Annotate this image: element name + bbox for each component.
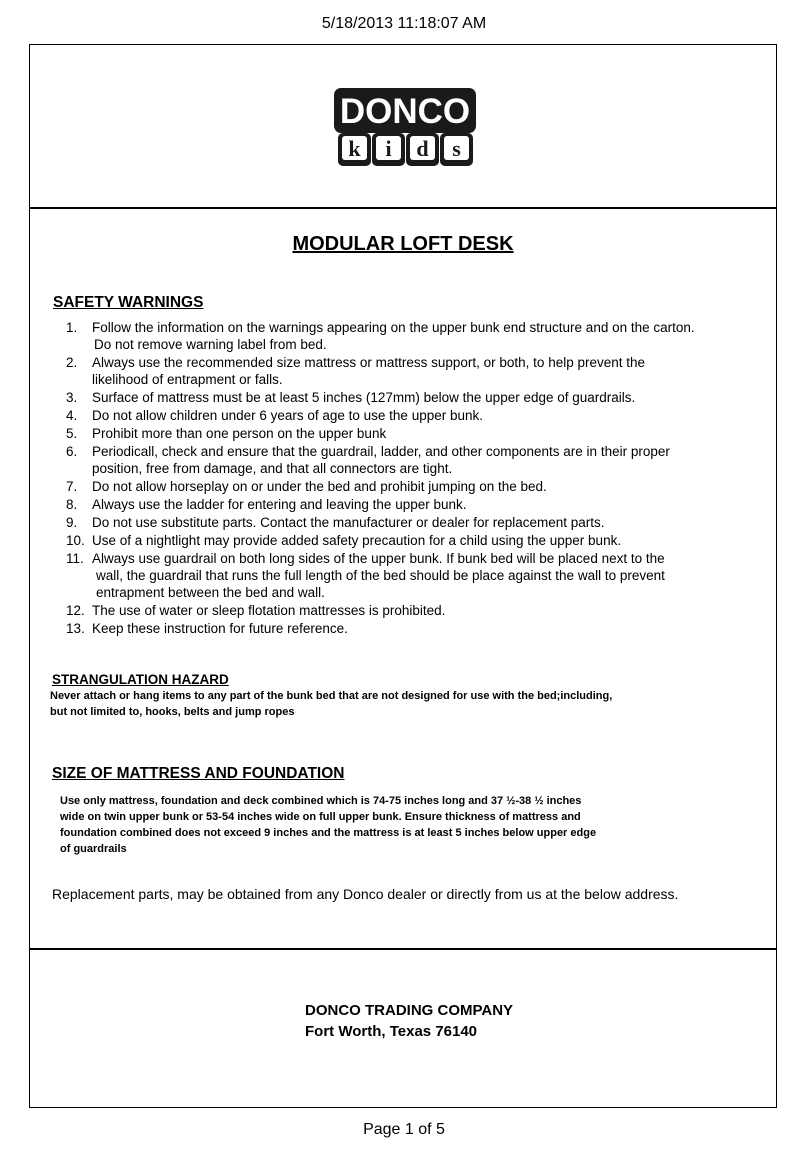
safety-warning-line: Prohibit more than one person on the upper bunk	[92, 426, 387, 441]
document-title-text: MODULAR LOFT DESK	[292, 233, 514, 255]
document-frame	[29, 44, 777, 1108]
strangulation-line: but not limited to, hooks, belts and jump ropes	[50, 706, 295, 718]
mattress-line: wide on twin upper bunk or 53-54 inches wide on full upper bunk. Ensure thickness of mattress and	[60, 811, 581, 823]
safety-warning-number: 10.	[66, 533, 85, 548]
safety-warning-number: 13.	[66, 621, 85, 636]
safety-warnings-list	[60, 319, 750, 637]
logo-kids-blocks	[338, 133, 473, 166]
svg-text:s: s	[452, 136, 461, 161]
safety-warning-line: Do not allow children under 6 years of age to use the upper bunk.	[92, 408, 483, 423]
safety-warning-line: Surface of mattress must be at least 5 inches (127mm) below the upper edge of guardrails.	[92, 390, 636, 405]
safety-warning-item	[60, 532, 750, 549]
safety-warning-line: Always use the recommended size mattress or mattress support, or both, to help prevent the	[92, 355, 646, 370]
safety-warning-item	[60, 514, 750, 531]
safety-warning-number: 8.	[66, 497, 78, 512]
safety-warning-line: Periodicall, check and ensure that the guardrail, ladder, and other components are in their proper	[92, 444, 670, 459]
safety-warning-number: 7.	[66, 479, 78, 494]
company-address: Fort Worth, Texas 76140	[305, 1023, 478, 1040]
safety-warning-number: 12.	[66, 603, 85, 618]
strangulation-line: Never attach or hang items to any part of the bunk bed that are not designed for use with the bed;including,	[50, 690, 613, 702]
logo-brand-text: DONCO	[339, 92, 471, 131]
company-address-block	[305, 1000, 513, 1042]
safety-warning-line: Do not use substitute parts. Contact the manufacturer or dealer for replacement parts.	[92, 515, 605, 530]
safety-warning-number: 6.	[66, 444, 78, 459]
safety-warning-item	[60, 478, 750, 495]
safety-warning-number: 1.	[66, 320, 78, 335]
safety-warning-line: The use of water or sleep flotation mattresses is prohibited.	[92, 603, 446, 618]
safety-warning-line: likelihood of entrapment or falls.	[92, 372, 283, 387]
safety-warning-item	[60, 443, 750, 477]
print-timestamp: 5/18/2013 11:18:07 AM	[321, 15, 487, 32]
donco-kids-logo	[330, 85, 480, 175]
safety-warning-number: 4.	[66, 408, 78, 423]
page-number: Page 1 of 5	[363, 1121, 445, 1138]
company-name: DONCO TRADING COMPANY	[305, 1002, 514, 1019]
safety-warning-line: Keep these instruction for future reference.	[92, 621, 348, 636]
safety-warning-number: 5.	[66, 426, 78, 441]
mattress-line: of guardrails	[60, 843, 127, 855]
mattress-line: Use only mattress, foundation and deck combined which is 74-75 inches long and 37 ½-38 ½ inches	[60, 795, 582, 807]
footer-divider	[30, 948, 776, 950]
safety-warning-item	[60, 354, 750, 388]
safety-warning-line: Do not remove warning label from bed.	[94, 337, 327, 352]
safety-warning-number: 3.	[66, 390, 78, 405]
safety-warning-item	[60, 407, 750, 424]
safety-warning-line: Do not allow horseplay on or under the bed and prohibit jumping on the bed.	[92, 479, 547, 494]
safety-warning-line: Always use the ladder for entering and leaving the upper bunk.	[92, 497, 467, 512]
safety-warning-line: Always use guardrail on both long sides of the upper bunk. If bunk bed will be placed next to the	[92, 551, 665, 566]
strangulation-heading: STRANGULATION HAZARD	[52, 672, 229, 687]
safety-warning-item	[60, 602, 750, 619]
safety-warning-item	[60, 496, 750, 513]
mattress-line: foundation combined does not exceed 9 inches and the mattress is at least 5 inches below upper edge	[60, 827, 597, 839]
safety-warning-item	[60, 620, 750, 637]
svg-text:i: i	[385, 136, 392, 161]
safety-warning-number: 2.	[66, 355, 78, 370]
safety-warning-line: Use of a nightlight may provide added safety precaution for a child using the upper bunk.	[92, 533, 622, 548]
mattress-text	[60, 793, 596, 857]
mattress-heading: SIZE OF MATTRESS AND FOUNDATION	[52, 765, 345, 782]
safety-warning-line: entrapment between the bed and wall.	[96, 585, 325, 600]
strangulation-text	[50, 688, 612, 720]
safety-warning-item	[60, 319, 750, 353]
safety-warnings-heading: SAFETY WARNINGS	[53, 294, 204, 311]
safety-warning-line: position, free from damage, and that all connectors are tight.	[92, 461, 453, 476]
safety-warning-item	[60, 389, 750, 406]
safety-warning-line: wall, the guardrail that runs the full length of the bed should be place against the wall to prevent	[96, 568, 665, 583]
safety-warning-number: 11.	[66, 551, 84, 566]
header-divider	[30, 207, 776, 209]
safety-warning-item	[60, 425, 750, 442]
safety-warning-number: 9.	[66, 515, 78, 530]
safety-warning-line: Follow the information on the warnings appearing on the upper bunk end structure and on the carton.	[92, 320, 695, 335]
document-title	[30, 233, 776, 256]
svg-text:d: d	[416, 136, 429, 161]
svg-text:k: k	[348, 136, 361, 161]
safety-warning-item	[60, 550, 750, 601]
replacement-parts-note: Replacement parts, may be obtained from any Donco dealer or directly from us at the below address.	[52, 886, 679, 902]
